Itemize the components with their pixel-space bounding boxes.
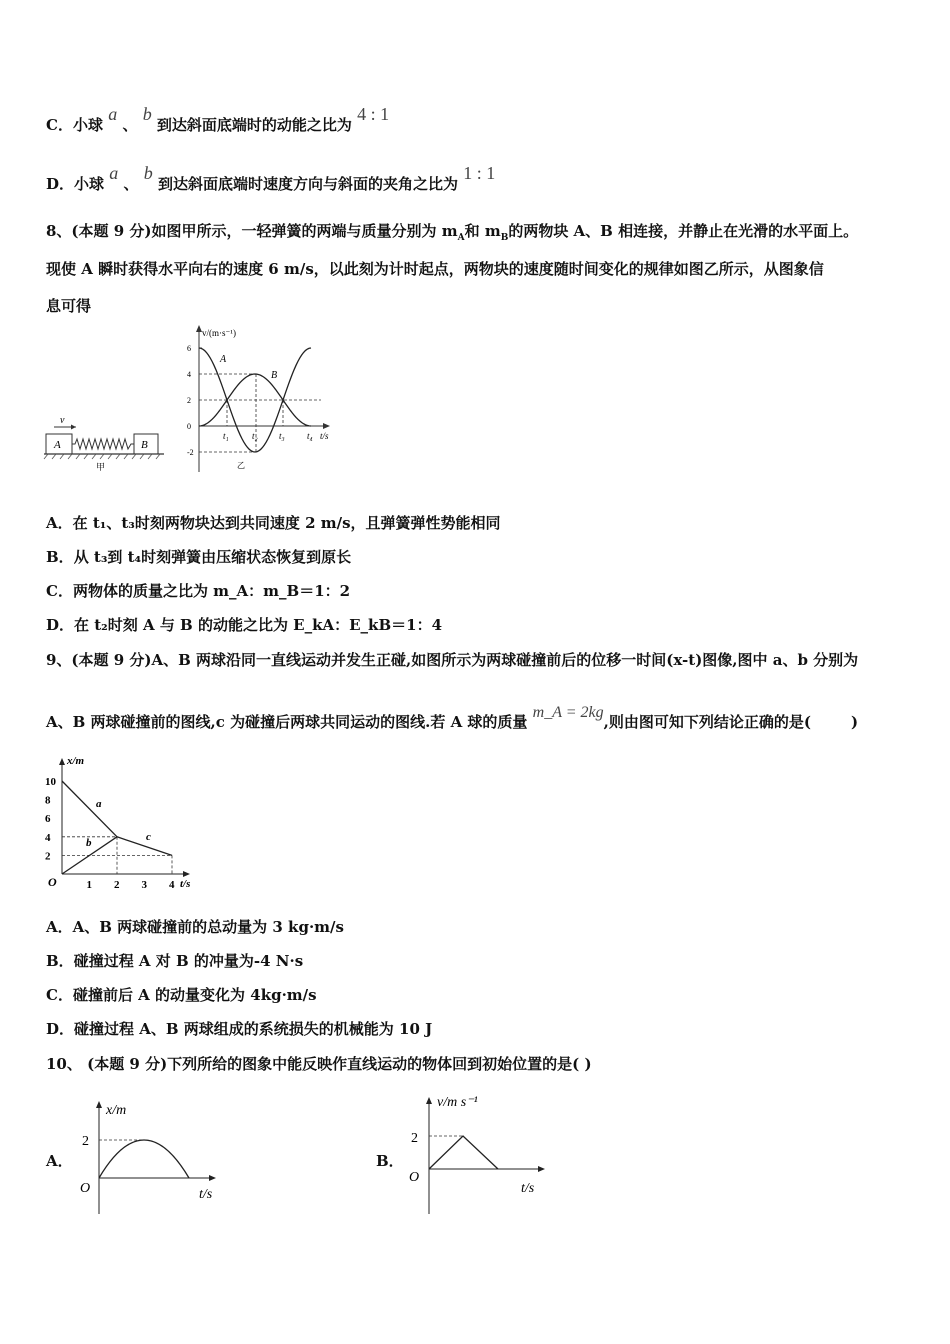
y-axis-label: v/m s⁻¹ [437,1095,478,1110]
q9-option-d: D．碰撞过程 A、B 两球组成的系统损失的机械能为 10 J [46,1020,433,1038]
y-tick-label: 6 [187,344,191,353]
velocity-label: v [60,415,65,426]
caption: 乙 [237,461,245,470]
x-tick-label: t₁ [223,431,229,441]
x-tick-label: t₃ [279,431,285,441]
peak-value: 2 [82,1134,89,1149]
mass-formula: m_A = 2kg [532,704,604,721]
q9-option-a: A．A、B 两球碰撞前的总动量为 3 kg·m/s [46,918,344,936]
y-tick-label: 6 [45,813,51,826]
ratio: 1 : 1 [463,163,496,183]
y-tick-label: 0 [187,422,191,431]
y-tick-label: 8 [45,794,51,807]
origin: O [48,875,57,889]
x-axis-label: t/s [521,1181,535,1196]
x-tick-label: 4 [169,879,175,891]
q8-option-b: B．从 t₃到 t₄时刻弹簧由压缩状态恢复到原长 [46,548,352,566]
x-tick-label: 1 [86,879,92,891]
q10-option-b-graph [405,1088,565,1218]
q8-option-d: D．在 t₂时刻 A 与 B 的动能之比为 E_kA：E_kB＝1：4 [46,616,443,634]
y-tick-label: 4 [187,370,191,379]
y-axis-label: x/m [106,1103,127,1118]
x-tick-label: 3 [141,879,147,891]
x-tick-label: t₂ [252,431,258,441]
q7-option-c: C．小球 a 、 b 到达斜面底端时的动能之比为 4 : 1 [46,104,390,134]
q8-stem-line1: 8、(本题 9 分)如图甲所示，一轻弹簧的两端与质量分别为 $m_A$和 $m_B$的两物块 A、B 相连接，并静止在光滑的水平面上。 [46,222,859,243]
q9-stem-line2: A、B 两球碰撞前的图线,c 为碰撞后两球共同运动的图线.若 A 球的质量 m_A = 2kg,则由图可知下列结论正确的是( ) [46,704,859,731]
x-axis-label: t/s [320,431,329,441]
q7-option-d: D．小球 a 、 b 到达斜面底端时速度方向与斜面的夹角之比为 1 : 1 [46,163,496,193]
q8-option-a: A．在 t₁、t₃时刻两物块达到共同速度 2 m/s，且弹簧弹性势能相同 [46,514,501,532]
line-a [62,781,117,837]
svg-text:B: B [141,439,148,451]
y-tick-label: 10 [45,776,56,788]
x-tick-label: t₄ [307,431,313,441]
ratio: 4 : 1 [357,104,390,124]
q8-option-c: C．两物体的质量之比为 m_A：m_B＝1：2 [46,582,351,600]
q10-option-a-label: A． [46,1152,73,1170]
y-tick-label: 2 [187,396,191,405]
peak-value: 2 [411,1131,418,1146]
line-c-label: c [146,831,151,843]
svg-text:A: A [54,439,61,451]
var-a: a [109,163,119,183]
velocity-triangle [429,1136,498,1169]
parabola-curve [99,1140,189,1178]
y-tick-label: 4 [45,831,51,844]
origin: O [409,1170,420,1185]
x-axis-label: t/s [199,1187,213,1202]
var-a: a [108,104,118,124]
caption: 甲 [96,462,106,472]
q10-option-a-graph [76,1094,236,1219]
q9-stem-line1: 9、(本题 9 分)A、B 两球沿同一直线运动并发生正碰,如图所示为两球碰撞前后的位移一时间(x-t)图像,图中 a、b 分别为 [46,651,859,669]
line-c [117,837,172,856]
q10-option-b-label: B． [376,1152,404,1170]
q9-xt-graph [40,752,200,892]
figure-jia [40,410,170,475]
y-tick-label: -2 [187,448,194,457]
y-axis-label: v/(m·s⁻¹) [202,328,236,338]
spring [72,439,134,449]
line-b-label: b [86,837,92,849]
q10-stem: 10、 (本题 9 分)下列所给的图象中能反映作直线运动的物体回到初始位置的是( ) [46,1055,592,1073]
x-axis-label: t/s [180,878,191,890]
curve-a-label: A [220,354,227,365]
figure-yi [185,322,345,477]
q9-option-c: C．碰撞前后 A 的动量变化为 4kg·m/s [46,986,317,1004]
line-a-label: a [96,798,102,810]
y-axis-label: x/m [67,755,85,767]
q9-option-b: B．碰撞过程 A 对 B 的冲量为-4 N·s [46,952,304,970]
y-tick-label: 2 [45,850,51,863]
origin: O [80,1181,91,1196]
var-b: b [143,163,153,183]
curve-b-label: B [271,370,278,381]
var-b: b [142,104,152,124]
q8-stem-line2: 现使 A 瞬时获得水平向右的速度 6 m/s，以此刻为计时起点，两物块的速度随时间变化的规律如图乙所示，从图象信 [46,260,824,278]
x-tick-label: 2 [114,879,120,891]
q8-stem-line3: 息可得 [46,297,92,315]
